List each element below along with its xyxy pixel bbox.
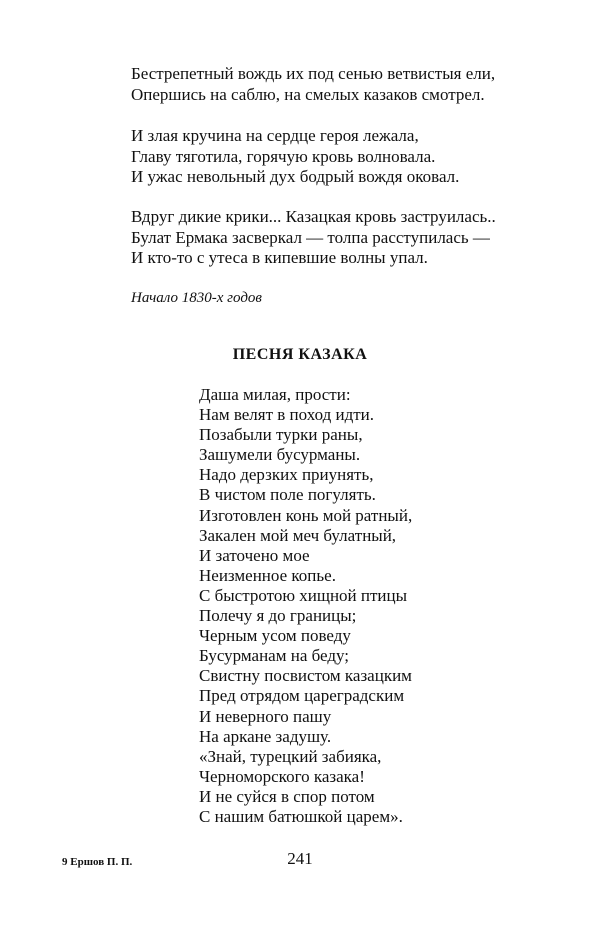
- song-line: Закален мой меч булатный,: [199, 525, 397, 545]
- poem-stanza: [131, 64, 495, 105]
- song-line: И не суйся в спор потом: [199, 786, 375, 806]
- poem-line: И злая кручина на сердце героя лежала,: [131, 126, 419, 145]
- poem-date-note: Начало 1830-х годов: [131, 290, 262, 306]
- song-line: И заточено мое: [199, 545, 310, 565]
- song-line: Изготовлен конь мой ратный,: [199, 505, 413, 525]
- song-line: И неверного пашу: [199, 706, 332, 726]
- song-line: С быстротою хищной птицы: [199, 585, 408, 605]
- poem-line: И кто-то с утеса в кипевшие волны упал.: [131, 248, 428, 267]
- song-line: Надо дерзких приунять,: [199, 465, 374, 485]
- song-line: «Знай, турецкий забияка,: [199, 746, 382, 766]
- song-line: Неизменное копье.: [199, 565, 336, 585]
- song-title: ПЕСНЯ КАЗАКА: [232, 346, 368, 363]
- song-line: Зашумели бусурманы.: [199, 445, 361, 465]
- song-line: Пред отрядом цареградским: [199, 686, 405, 706]
- poem-line: Вдруг дикие крики... Казацкая кровь заструилась..: [131, 207, 496, 226]
- song-line: В чистом поле погулять.: [199, 485, 376, 505]
- song-line: Полечу я до границы;: [199, 606, 357, 626]
- song-line: Свистну посвистом казацким: [199, 666, 412, 686]
- poem-stanza: [131, 207, 496, 269]
- footer-signature: 9 Ершов П. П.: [62, 856, 133, 868]
- poem-line: Опершись на саблю, на смелых казаков смотрел.: [131, 84, 485, 104]
- poem-stanza: [131, 126, 459, 188]
- poem-line: Бестрепетный вождь их под сенью ветвистыя ели,: [131, 64, 496, 83]
- song-body: [199, 385, 412, 827]
- song-line: Черноморского казака!: [199, 766, 365, 786]
- song-line: С нашим батюшкой царем».: [199, 806, 403, 826]
- song-line: Нам велят в поход идти.: [199, 405, 375, 425]
- song-line: На аркане задушу.: [199, 726, 332, 746]
- page-number: 241: [287, 849, 313, 868]
- poem-line: И ужас невольный дух бодрый вождя оковал.: [131, 167, 460, 186]
- song-line: Позабыли турки раны,: [199, 425, 363, 445]
- poem-line: Булат Ермака засверкал — толпа расступилась —: [131, 227, 490, 247]
- poem-line: Главу тяготила, горячую кровь волновала.: [131, 146, 436, 166]
- song-line: Бусурманам на беду;: [199, 646, 350, 666]
- song-line: Черным усом поведу: [199, 626, 351, 646]
- song-line: Даша милая, прости:: [199, 385, 351, 404]
